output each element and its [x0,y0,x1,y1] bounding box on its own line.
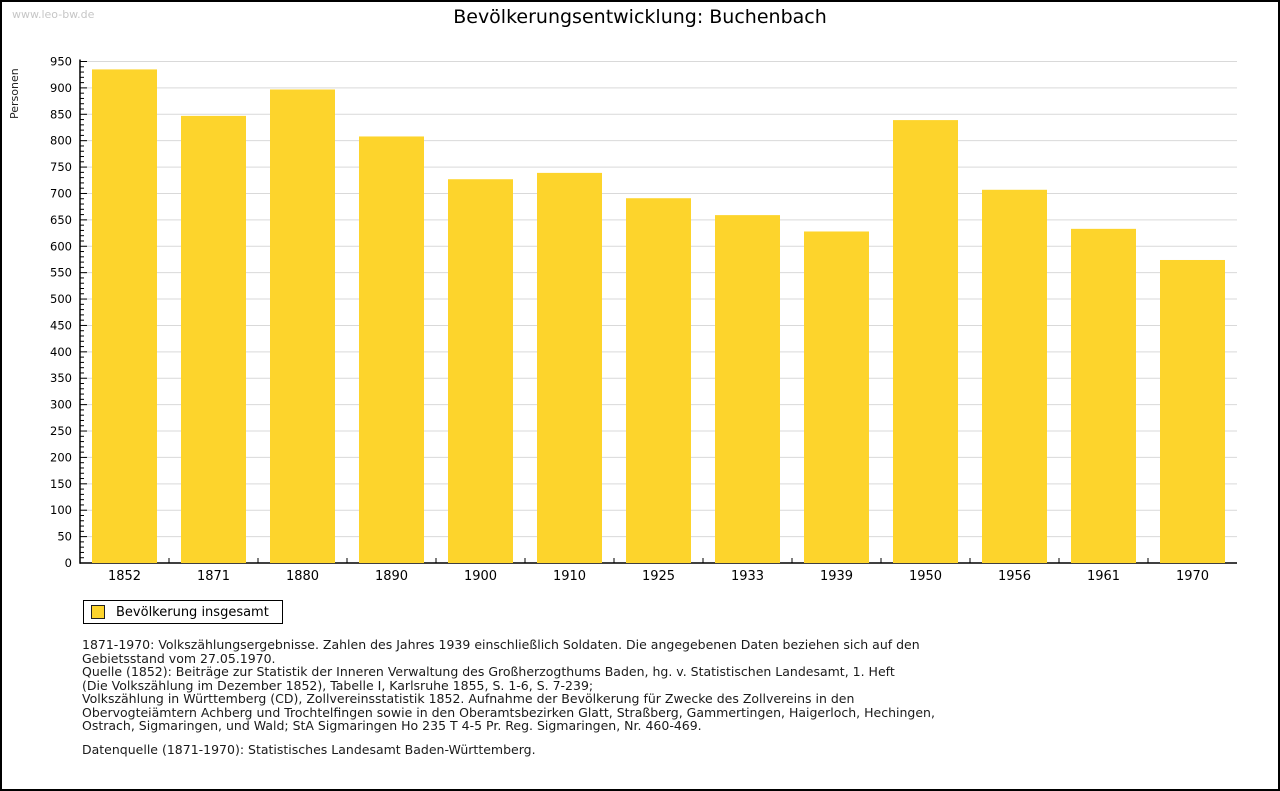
y-tick-label: 750 [50,160,72,175]
x-tick-label: 1961 [1086,569,1121,584]
footnote-line: Gebietsstand vom 27.05.1970. [82,650,276,666]
footnote-line: Quelle (1852): Beiträge zur Statistik der Inneren Verwaltung des Großherzogthums Baden, hg. v. Statistischen Landesamt, 1. Heft [82,664,895,679]
y-axis-label: Personen [8,68,21,119]
footnote-line: Ostrach, Sigmaringen, und Wald; StA Sigmaringen Ho 235 T 4-5 Pr. Reg. Sigmaringen, Nr. 460-469. [82,718,702,733]
footnote-line: (Die Volkszählung im Dezember 1852), Tabelle I, Karlsruhe 1855, S. 1-6, S. 7-239; [82,677,594,693]
footnotes [82,638,935,733]
y-tick-label: 450 [50,318,72,333]
legend [83,600,283,624]
y-tick-label: 0 [64,556,72,570]
y-tick-label: 350 [50,371,72,386]
footnote-line: Obervogteiämtern Achberg und Trochtelfingen sowie in den Oberamtsbezirken Glatt, Straßberg, Gammertingen, Haigerloch, Hechingen, [82,704,935,720]
x-tick-label: 1880 [285,569,320,584]
bar-1925 [626,198,691,563]
bar-1880 [270,89,335,563]
bar-1961 [1071,229,1136,563]
y-tick-label: 150 [50,476,72,491]
x-tick-label: 1871 [196,569,231,584]
y-tick-label: 650 [50,212,72,227]
y-tick-label: 100 [50,503,72,518]
footnote-line: 1871-1970: Volkszählungsergebnisse. Zahlen des Jahres 1939 einschließlich Soldaten. Die angegebenen Daten beziehen sich auf den [82,637,920,652]
bar-chart [2,2,1280,598]
x-tick-label: 1950 [908,569,943,584]
y-tick-label: 700 [50,186,72,201]
x-tick-label: 1910 [552,569,587,584]
bar-1970 [1160,260,1225,563]
x-tick-label: 1925 [641,569,676,584]
page-title: Bevölkerungsentwicklung: Buchenbach [453,6,827,28]
bar-1910 [537,173,602,563]
legend-label: Bevölkerung insgesamt [116,604,269,620]
datasource-note: Datenquelle (1871-1970): Statistisches Landesamt Baden-Württemberg. [82,742,536,757]
y-tick-label: 300 [50,397,72,412]
y-tick-label: 200 [50,450,72,465]
x-tick-label: 1933 [730,569,765,584]
bar-1956 [982,190,1047,563]
x-tick-label: 1852 [107,569,142,584]
y-tick-label: 400 [50,344,72,359]
y-tick-label: 250 [50,424,72,439]
bar-1900 [448,179,513,563]
y-tick-label: 850 [50,107,72,122]
y-tick-label: 800 [50,133,72,148]
y-tick-label: 550 [50,265,72,280]
x-tick-label: 1956 [997,569,1032,584]
watermark: www.leo-bw.de [12,8,95,21]
y-tick-label: 500 [50,292,72,307]
bar-1950 [893,120,958,563]
x-tick-label: 1939 [819,569,854,584]
y-tick-label: 950 [50,54,72,69]
y-tick-label: 50 [57,529,72,544]
bar-1939 [804,231,869,563]
x-tick-label: 1890 [374,569,409,584]
y-tick-label: 600 [50,239,72,254]
y-tick-label: 900 [50,80,72,95]
bar-1933 [715,215,780,563]
bar-1852 [92,69,157,563]
bar-1890 [359,136,424,563]
x-tick-label: 1970 [1175,569,1210,584]
x-tick-label: 1900 [463,569,498,584]
legend-swatch [91,605,105,619]
footnote-line: Volkszählung in Württemberg (CD), Zollvereinsstatistik 1852. Aufnahme der Bevölkerung für Zwecke des Zollvereins in den [82,691,855,706]
bar-1871 [181,116,246,563]
